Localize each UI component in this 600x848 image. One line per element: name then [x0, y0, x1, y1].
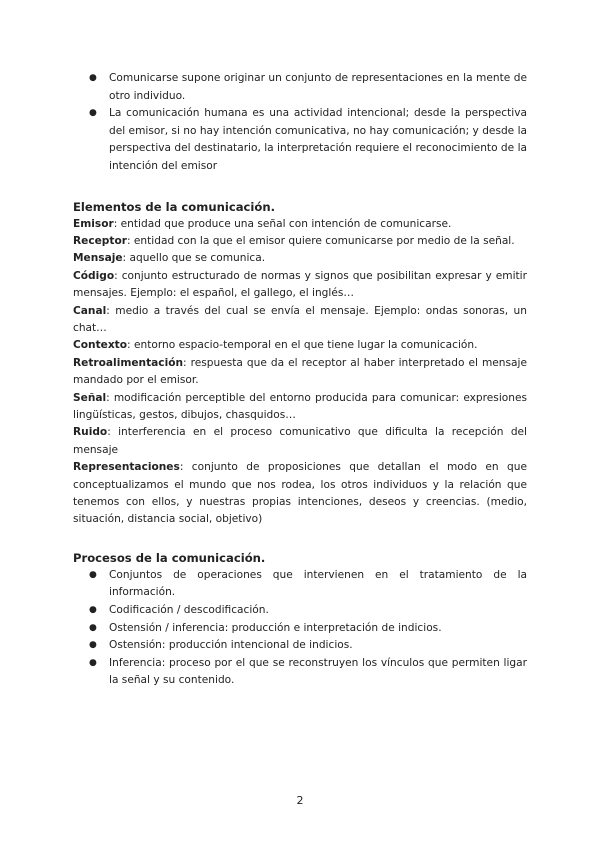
bullet-icon: ● — [89, 657, 97, 668]
definition-text: : modificación perceptible del entorno producida para comunicar: expresiones lingüísticas, gestos, dibujos, chasquidos… — [73, 391, 527, 422]
definition-item — [73, 337, 527, 354]
processes-bullet-list — [73, 567, 527, 690]
bullet-text: Codificación / descodificación. — [109, 604, 269, 617]
definition-term: Representaciones — [73, 461, 180, 474]
elements-definitions — [73, 216, 527, 529]
bullet-text: Inferencia: proceso por el que se reconstruyen los vínculos que permiten ligar la señal y su contenido. — [109, 656, 527, 687]
bullet-icon: ● — [89, 622, 97, 633]
bullet-icon: ● — [89, 640, 97, 651]
definition-term: Ruido — [73, 426, 108, 439]
list-item — [73, 567, 527, 602]
list-item — [73, 105, 527, 175]
list-item — [73, 602, 527, 620]
bullet-icon: ● — [89, 605, 97, 616]
list-item — [73, 70, 527, 105]
definition-item — [73, 250, 527, 267]
definition-text: : aquello que se comunica. — [122, 252, 266, 265]
definition-text: : conjunto de proposiciones que detallan el modo en que conceptualizamos el mundo que nos rodea, los otros individuos y la relación que tenemos con ellos, y nuestras propias intenciones, deseos y creencias. (medio, situación, distancia social, objetivo) — [73, 461, 527, 526]
definition-item — [73, 303, 527, 338]
definition-term: Emisor — [73, 217, 114, 230]
elements-heading: Elementos de la comunicación. — [73, 199, 275, 214]
bullet-text: Ostensión: producción intencional de indicios. — [109, 639, 353, 652]
list-item — [73, 637, 527, 655]
definition-item — [73, 233, 527, 250]
bullet-icon: ● — [89, 108, 97, 119]
bullet-text: La comunicación humana es una actividad intencional; desde la perspectiva del emisor, si no hay intención comunicativa, no hay comunicación; y desde la perspectiva del destinatario, la interpretación requiere el reconocimiento de la intención del emisor — [109, 107, 528, 172]
definition-text: : conjunto estructurado de normas y signos que posibilitan expresar y emitir mensajes. Ejemplo: el español, el gallego, el inglés… — [73, 269, 527, 300]
definition-item — [73, 355, 527, 390]
definition-term: Señal — [73, 391, 107, 404]
definition-text: : respuesta que da el receptor al haber interpretado el mensaje mandado por el emisor. — [73, 356, 527, 387]
page-number: 2 — [296, 794, 304, 807]
bullet-icon: ● — [89, 73, 97, 83]
definition-text: : entidad que produce una señal con intención de comunicarse. — [113, 217, 452, 230]
list-item — [73, 620, 527, 638]
definition-term: Código — [73, 269, 115, 282]
definition-term: Contexto — [73, 339, 128, 352]
definition-text: : medio a través del cual se envía el mensaje. Ejemplo: ondas sonoras, un chat… — [73, 304, 527, 334]
definition-term: Mensaje — [73, 252, 123, 265]
bullet-text: Comunicarse supone originar un conjunto de representaciones en la mente de otro individuo. — [109, 72, 527, 102]
definition-item — [73, 459, 527, 529]
definition-item — [73, 268, 527, 303]
processes-heading: Procesos de la comunicación. — [73, 550, 266, 565]
document-page — [73, 70, 527, 690]
bullet-text: Conjuntos de operaciones que intervienen en el tratamiento de la información. — [109, 568, 527, 599]
definition-text: : entorno espacio-temporal en el que tiene lugar la comunicación. — [127, 339, 478, 352]
definition-text: : entidad con la que el emisor quiere comunicarse por medio de la señal. — [126, 234, 515, 247]
bullet-text: Ostensión / inferencia: producción e interpretación de indicios. — [109, 621, 442, 634]
definition-item — [73, 216, 527, 233]
list-item — [73, 655, 527, 690]
definition-item — [73, 424, 527, 459]
definition-term: Retroalimentación — [73, 356, 184, 369]
definition-item — [73, 390, 527, 425]
bullet-icon: ● — [89, 569, 97, 580]
definition-term: Receptor — [73, 234, 127, 247]
definition-text: : interferencia en el proceso comunicativo que dificulta la recepción del mensaje — [73, 426, 527, 456]
definition-term: Canal — [73, 304, 107, 317]
intro-bullet-list — [73, 70, 527, 176]
